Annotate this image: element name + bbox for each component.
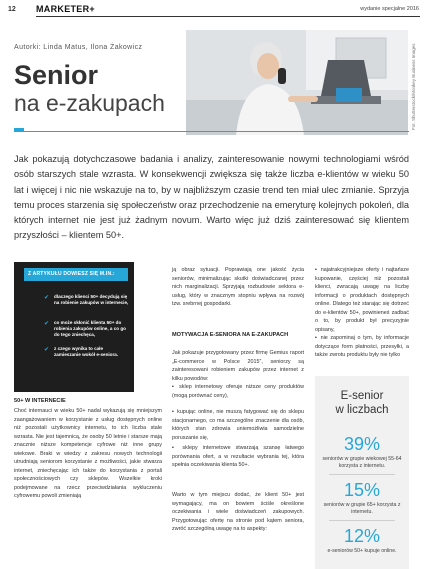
stats-panel — [315, 376, 409, 569]
stat-description: e-seniorów 50+ kupuje online. — [327, 548, 397, 554]
key-points-box — [14, 262, 134, 392]
stats-subtitle: w liczbach — [335, 404, 389, 416]
key-points-title: Z ARTYKUŁU DOWIESZ SIĘ M.IN.: — [24, 268, 128, 281]
stat-description: seniorów w grupie wiekowej 55-64 korzysta z internetu. — [322, 456, 402, 469]
page-header — [0, 0, 427, 22]
bullet-item: ▪ kupując online, nie muszą fatygować się do sklepu stacjonarnego, co ma szczególne znaczenie dla osób, których stan zdrowia uniemożliwia samodzielne poruszanie się, — [172, 409, 304, 441]
stat-value: 12% — [343, 526, 381, 546]
article-lead: Jak pokazują dotychczasowe badania i analizy, zainteresowanie nowymi technologiami wśród osób starszych stale wzrasta. W konsekwencji zwiększa się także liczba e-klientów w wieku 50 lat i więcej i nic nie wskazuje na to, by w najbliższym czasie trend ten miał ulec zmianie. Sprzyja temu proces starzenia się społeczeństw oraz przechodzenie na emeryturę kolejnych pokoleń, dla których internet nie jest już żadnym novum. Warto więc już dziś zainteresować się klientem przyszłości – klientem 50+. — [14, 154, 409, 241]
key-point-item: z czego wynika to całe zamieszanie wokół e-seniora. — [54, 346, 119, 357]
bullet-item: ▪ nie zapominaj o tym, by informacje dotyczące form płatności, przesyłki, a także zwrotu produktu były nie tylko — [315, 335, 409, 358]
stat-divider — [329, 474, 395, 475]
stat-value: 39% — [343, 434, 381, 454]
issue-label: wydanie specjalne 2016 — [360, 6, 419, 12]
bullet-item: ▪ sklep internetowy oferuje niższe ceny produktów (mogą porównać ceny), — [172, 384, 304, 399]
check-icon: ✔ — [44, 347, 50, 353]
article-photo — [186, 30, 408, 135]
stat-description: seniorów w grupie 65+ korzysta z internetu. — [323, 502, 401, 515]
stat-value: 15% — [343, 480, 381, 500]
stats-title: E-senior — [340, 390, 384, 402]
magazine-title: MARKETER+ — [36, 4, 95, 14]
bullet-item: ▪ sklepy internetowe stwarzają szansę łatwego porównania ofert, a w rezultacie wybrania tej, która spełnia oczekiwania klienta 50+. — [172, 445, 304, 468]
senior-laptop-illustration — [186, 30, 408, 135]
body-text: Jak pokazuje przygotowany przez firmę Gemius raport „E-commerce w Polsce 2015”, seniorzy są zainteresowani robieniem zakupów przez internet z kilku powodów: — [172, 350, 304, 382]
body-text: Warto w tym miejscu dodać, że klient 50+ jest wymagający, ma on bowiem ściśle określone oczekiwania i wiele doświadczeń zakupowych. Przygotowując ofertę na stronie pod kątem seniora, zwróć szczególną uwagę na to aspekty: — [172, 492, 304, 532]
check-icon: ✔ — [44, 321, 50, 327]
body-text: Choć internauci w wieku 50+ nadal wykazują się mniejszym zaangażowaniem w korzystanie z usług dostępnych online niż pozostali użytkownicy internetu, to ich liczba stale wzrasta. Nie jest tajemnicą, że osoby 50 letnie i starsze mają znacznie niższe kompetencje cyfrowe niż inne grupy wiekowe. Braki w wiedzy z zakresu nowych technologii utrudniają seniorom korzystanie z możliwości, jakie stwarza internet, zniechęcając ich także do korzystania z portali społecznościowych czy sklepów. Wszelkie kroki podejmowane na rzecz przeciwdziałania wykluczeniu cyfrowemu powoli zmieniają — [14, 408, 162, 499]
bullet-item: ▪ najatrakcyjniejsze oferty i najtańsze kupowanie, częściej niż pozostali klienci, zwracają uwagę na liczbę informacji o produktach dostępnych online. Dlatego też starając się dotrzeć do e-klientów 50+, powinieneś zadbać o to, by produkt był precyzyjnie opisany, — [315, 267, 409, 333]
article-title-line1: Senior — [14, 60, 99, 90]
page-number: 12 — [8, 6, 16, 13]
header-rule — [36, 16, 420, 17]
photo-credit: Fot. Shutterstock/Monkey Business Images — [411, 43, 416, 130]
article-title-line2: na e-zakupach — [14, 90, 165, 116]
article-authors: Autorki: Linda Matus, Ilona Żakowicz — [14, 44, 143, 51]
title-rule — [14, 131, 409, 132]
section-heading: MOTYWACJA E-SENIORA NA E-ZAKUPACH — [172, 332, 289, 338]
stat-divider — [329, 520, 395, 521]
check-icon: ✔ — [44, 295, 50, 301]
key-point-item: co może skłonić klienta 50+ do robienia zakupów online, a co go do tego zniechęca, — [54, 320, 126, 337]
key-point-item: dlaczego klienci 50+ decydują się na robienie zakupów w internecie, — [54, 294, 129, 305]
section-heading: 50+ W INTERNECIE — [14, 398, 66, 404]
body-text: ją obraz sytuacji. Poprawiają one jakość życia seniorów, minimalizując skutki doświadczanej przez nich marginalizacji. Sprzyjają rozbudowie sektora e-usług, który w znacznym stopniu wpływa na rozwój tzw. srebrnej gospodarki. — [172, 267, 304, 307]
